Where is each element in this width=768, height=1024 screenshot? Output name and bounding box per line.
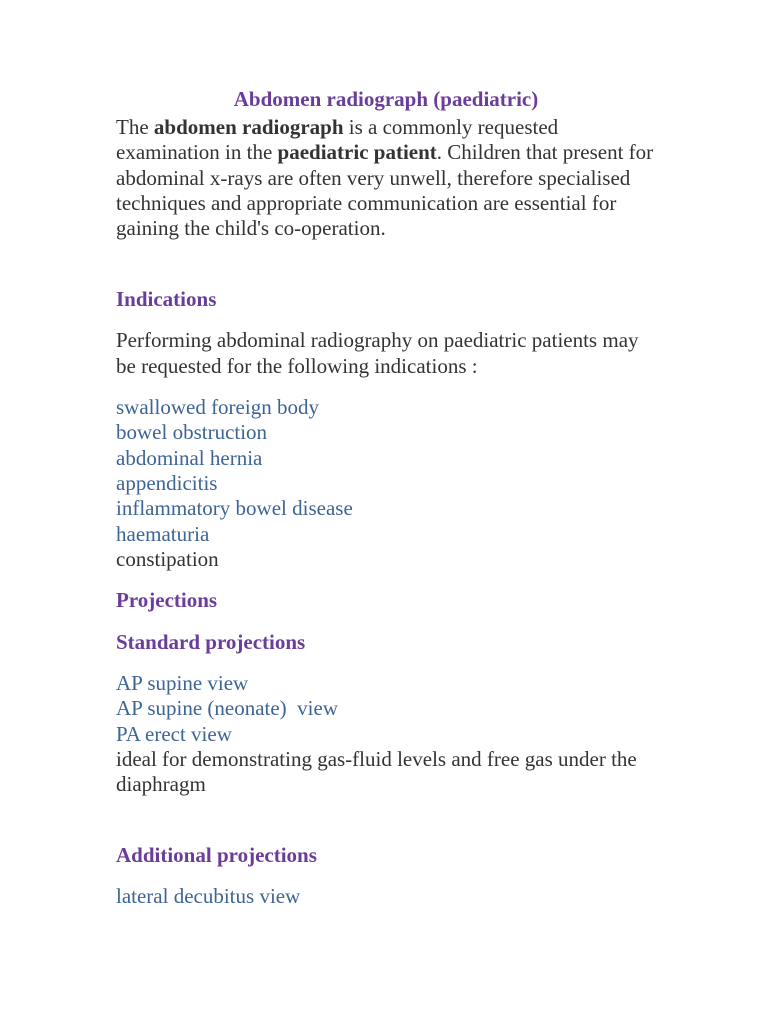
intro-text-2: is a commonly requested examination in the (116, 115, 559, 165)
indication-bowel-obstruction-link[interactable]: bowel obstruction (116, 420, 268, 445)
intro-paragraph (116, 115, 656, 241)
erect-view-note: ideal for demonstrating gas-fluid levels and free gas under the diaphragm (116, 747, 637, 797)
indications-list (116, 395, 656, 572)
indication-swallowed-foreign-body-link[interactable]: swallowed foreign body (116, 395, 319, 420)
indication-inflammatory-bowel-disease-link[interactable]: inflammatory bowel disease (116, 496, 353, 521)
intro-bold-paediatric-patient: paediatric patient (277, 140, 437, 165)
document-page (116, 86, 656, 909)
standard-projections-heading: Standard projections (116, 630, 306, 655)
intro-bold-abdomen-radiograph: abdomen radiograph (153, 115, 344, 139)
additional-projections-list (116, 884, 656, 909)
indications-text: Performing abdominal radiography on paediatric patients may be requested for the following indications : (116, 328, 639, 378)
indication-appendicitis-link[interactable]: appendicitis (116, 470, 218, 495)
intro-text-3: . Children that present for abdominal x-rays are often very unwell, therefore specialised techniques and appropriate communication are essential for gaining the child's co-operation. (116, 140, 654, 241)
page-title: Abdomen radiograph (paediatric) (233, 87, 539, 111)
projections-heading: Projections (116, 588, 218, 613)
indication-constipation: constipation (116, 546, 219, 571)
indication-abdominal-hernia-link[interactable]: abdominal hernia (116, 445, 263, 470)
indications-heading: Indications (116, 287, 217, 312)
intro-text-1: The (116, 115, 154, 139)
pa-erect-view-link[interactable]: PA erect view (116, 721, 232, 746)
standard-projections-list (116, 671, 656, 747)
additional-projections-heading: Additional projections (116, 842, 317, 867)
ap-supine-view-link[interactable]: AP supine view (116, 671, 249, 696)
indication-haematuria-link[interactable]: haematuria (116, 521, 210, 546)
lateral-decubitus-view-link[interactable]: lateral decubitus view (116, 883, 301, 908)
ap-supine-neonate-view-link[interactable]: AP supine (neonate) view (116, 696, 338, 721)
